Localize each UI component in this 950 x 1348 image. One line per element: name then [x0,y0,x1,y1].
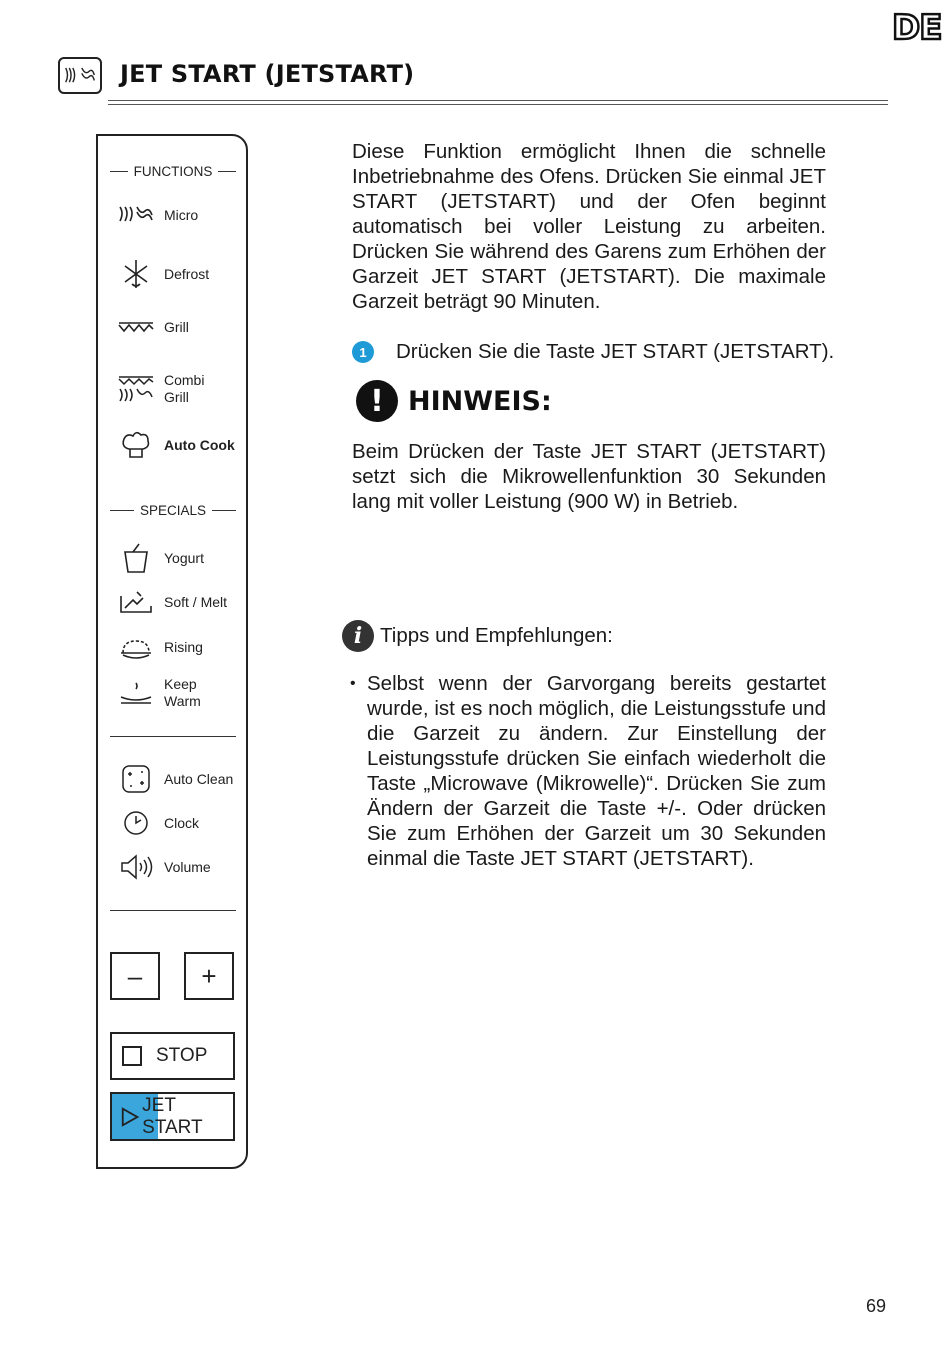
tips-heading [342,620,613,652]
panel-divider [110,910,236,911]
chef-hat-icon [116,428,156,462]
panel-item-label: Clock [164,814,200,831]
microwave-waves-icon [58,57,102,94]
play-triangle-icon [120,1105,140,1129]
info-icon: i [342,620,374,652]
panel-item-rising[interactable] [116,630,246,664]
minus-button[interactable]: – [110,952,160,1000]
note-heading [356,380,552,422]
specials-heading: SPECIALS [110,503,236,518]
panel-item-soft-melt[interactable] [116,585,246,619]
bullet-dot: • [350,675,356,692]
panel-item-keep-warm[interactable] [116,676,246,710]
panel-item-label: Grill [164,318,189,335]
step-1 [352,340,834,364]
language-badge: DE [892,8,942,48]
panel-item-label: Rising [164,638,203,655]
panel-item-yogurt[interactable] [116,541,246,575]
microwave-waves-icon [116,198,156,232]
rising-dough-icon [116,630,156,664]
note-paragraph: Beim Drücken der Taste JET START (JETSTART) setzt sich die Mikrowellenfunktion 30 Sekunden lang mit voller Leistung (900 W) in Betrieb. [352,440,826,513]
page-number: 69 [866,1296,887,1316]
panel-divider [110,736,236,737]
tips-heading-text: Tipps und Empfehlungen: [380,624,613,647]
intro-paragraph: Diese Funktion ermöglicht Ihnen die schnelle Inbetriebnahme des Ofens. Drücken Sie einmal JET START (JETSTART) und der Ofen beginnt automatisch bei voller Leistung zu arbeiten. Drücken Sie während des Garens zum Erhöhen der Garzeit JET START (JETSTART). Die maximale Garzeit beträgt 90 Minuten. [352,140,826,313]
title-divider [108,100,888,105]
panel-item-volume[interactable] [116,850,246,884]
panel-item-micro[interactable] [116,198,246,232]
jet-start-label: JET START [142,1094,203,1138]
control-panel [96,134,248,1169]
panel-item-label: Auto Cook [164,436,235,453]
panel-item-clock[interactable] [116,806,246,840]
speaker-icon [116,850,156,884]
plus-button[interactable]: + [184,952,234,1000]
jet-start-button[interactable] [110,1092,235,1141]
panel-item-label: Micro [164,206,199,223]
step-number-badge: 1 [352,341,374,363]
tips-list-item [350,671,826,871]
tips-text: Selbst wenn der Garvorgang bereits gestartet wurde, ist es noch möglich, die Leistungsstufe und die Garzeit zu ändern. Zur Einstellung der Leistungsstufe drücken Sie einfach wiederholt die Taste „Microwave (Mikrowelle)“. Drücken Sie zum Ändern der Garzeit die Taste +/-. Oder drücken Sie zum Erhöhen der Garzeit um 30 Sekunden einmal die Taste JET START (JETSTART). [367,672,826,870]
panel-item-auto-clean[interactable] [116,762,246,796]
melt-icon [116,585,156,619]
sparkle-clean-icon [116,762,156,796]
grill-icon [116,310,156,344]
snowflake-icon [116,257,156,291]
panel-item-label: Volume [164,858,211,875]
clock-icon [116,806,156,840]
step-text: Drücken Sie die Taste JET START (JETSTART). [396,340,835,363]
panel-item-auto-cook[interactable] [116,428,246,462]
stop-square-icon [122,1046,142,1066]
panel-item-defrost[interactable] [116,257,246,291]
panel-item-label: Yogurt [164,549,204,566]
panel-item-label: Keep Warm [164,676,201,709]
keep-warm-icon [116,676,156,710]
panel-item-grill[interactable] [116,310,246,344]
stop-button[interactable] [110,1032,235,1080]
panel-item-combi-grill[interactable] [116,372,246,406]
panel-item-label: Combi Grill [164,372,205,405]
panel-item-label: Auto Clean [164,770,234,787]
note-heading-text: HINWEIS: [408,385,552,417]
functions-heading: FUNCTIONS [110,164,236,179]
yogurt-cup-icon [116,541,156,575]
page-title: JET START (JETSTART) [120,60,415,88]
exclamation-icon: ! [356,380,398,422]
stop-label: STOP [156,1045,208,1066]
combi-grill-icon [116,372,156,406]
panel-item-label: Soft / Melt [164,593,228,610]
panel-item-label: Defrost [164,265,210,282]
